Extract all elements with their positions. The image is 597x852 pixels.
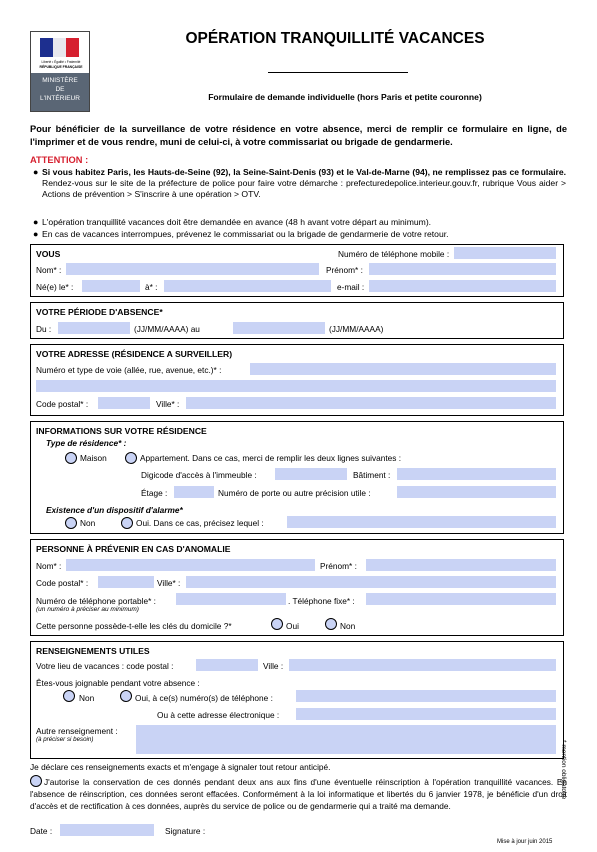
label-autre: Autre renseignement : [36,726,118,736]
marianne-logo-image [34,35,86,61]
attention-item-1-bold: Si vous habitez Paris, les Hauts-de-Seine (92), la Seine-Saint-Denis (93) et le Val-de-Marne (94), ne remplissez pas ce formulaire. [42,167,566,177]
logo-republique: RÉPUBLIQUE FRANÇAISE [39,65,83,69]
field-vacances-cp[interactable] [196,659,258,671]
radio-cles-oui[interactable] [271,618,283,630]
label-tel-note: (un numéro à préciser au minimum) [36,606,139,613]
field-date[interactable] [60,824,154,836]
radio-cles-non[interactable] [325,618,337,630]
label-joignable-mail: Ou à cette adresse électronique : [157,710,280,720]
field-lieu-naissance[interactable] [164,280,331,292]
label-joignable-non: Non [79,693,95,703]
label-personne-ville: Ville* : [157,578,181,588]
flag-red [66,38,79,57]
field-personne-cp[interactable] [98,576,154,588]
radio-alarme-non[interactable] [65,517,77,529]
label-joignable-oui: Oui, à ce(s) numéro(s) de téléphone : [135,693,273,703]
label-porte: Numéro de porte ou autre précision utile : [218,488,371,498]
field-ville[interactable] [186,397,556,409]
radio-joignable-oui[interactable] [120,690,132,702]
field-etage[interactable] [174,486,214,498]
field-date-naissance[interactable] [82,280,140,292]
intro-text: Pour bénéficier de la surveillance de votre résidence en votre absence, merci de remplir ce formulaire en ligne, de l'imprimer et de vous rendre, muni de celui-ci, à votre commissariat ou brigade de gendarmerie. [30,124,567,147]
page-title: OPÉRATION TRANQUILLITÉ VACANCES [185,30,485,47]
bullet-1: ● [33,167,39,177]
label-signature: Signature : [165,826,206,836]
section-adresse-title: VOTRE ADRESSE (RÉSIDENCE A SURVEILLER) [36,349,233,359]
radio-alarme-oui[interactable] [121,517,133,529]
label-ville: Ville* : [156,399,180,409]
field-nom[interactable] [66,263,319,275]
label-vacances-ville: Ville : [263,661,284,671]
ministry-line-3: L'INTÉRIEUR [40,95,80,102]
label-alarme: Existence d'un dispositif d'alarme* [46,505,183,515]
label-alarme-oui: Oui. Dans ce cas, précisez lequel : [136,518,264,528]
ministry-line-1: MINISTÈRE [42,77,78,84]
radio-appartement[interactable] [125,452,137,464]
field-autre-renseignement[interactable] [136,725,556,754]
label-email: e-mail : [337,282,365,292]
field-voie-1[interactable] [250,363,556,375]
bullet-3: ● [33,229,39,239]
field-digicode[interactable] [275,468,347,480]
label-alarme-non: Non [80,518,96,528]
flag-blue [40,38,53,57]
radio-maison[interactable] [65,452,77,464]
label-tel-fixe: . Téléphone fixe* : [288,596,355,606]
label-personne-prenom: Prénom* : [320,561,357,571]
label-cles-non: Non [340,621,356,631]
label-prenom: Prénom* : [326,265,363,275]
label-voie: Numéro et type de voie (allée, rue, avenue, etc.)* : [36,365,222,375]
label-personne-cp: Code postal* : [36,578,89,588]
label-tel-portable: Numéro de téléphone portable* : [36,596,156,606]
update-date: Mise à jour juin 2015 [497,839,553,845]
label-date: Date : [30,826,53,836]
field-cp[interactable] [98,397,150,409]
field-personne-ville[interactable] [186,576,556,588]
section-periode-title: VOTRE PÉRIODE D'ABSENCE* [36,307,163,317]
field-date-fin[interactable] [233,322,325,334]
field-voie-2[interactable] [36,380,556,392]
field-personne-nom[interactable] [66,559,315,571]
ministry-banner [31,73,89,111]
label-lieu-naissance: à* : [145,282,158,292]
section-personne-title: PERSONNE À PRÉVENIR EN CAS D'ANOMALIE [36,544,231,554]
label-personne-nom: Nom* : [36,561,62,571]
label-du: Du : [36,324,52,334]
page-subtitle: Formulaire de demande individuelle (hors Paris et petite couronne) [208,92,482,102]
attention-item-3: En cas de vacances interrompues, prévenez le commissariat ou la brigade de gendarmerie de votre retour. [42,229,449,239]
field-joignable-mail[interactable] [296,708,556,720]
label-appartement: Appartement. Dans ce cas, merci de remplir les deux lignes suivantes : [140,453,402,463]
section-infos-title: INFORMATIONS SUR VOTRE RÉSIDENCE [36,426,207,436]
label-cp: Code postal* : [36,399,89,409]
field-vacances-ville[interactable] [289,659,556,671]
autorisation-text-content: J'autorise la conservation de ces donnés pendant deux ans aux fins d'une éventuelle réinscription à l'opération tranquillité vacances. En l'absence de réinscription, ces données seront effacées. Conformément à la loi informatique et libertés du 6 janvier 1978, je bénéficie d'un droit d'accès et de rectification à ces données, auprès du service de police ou de gendarmerie qui a traité ma demande. [30,777,567,812]
field-date-debut[interactable] [58,322,130,334]
field-tel-mobile[interactable] [454,247,556,259]
label-autre-note: (à préciser si besoin) [36,736,94,743]
radio-joignable-non[interactable] [63,690,75,702]
attention-item-1 [42,167,566,200]
label-ne-le: Né(e) le* : [36,282,74,292]
attention-title: ATTENTION : [30,155,89,165]
label-etage: Étage : [141,488,168,498]
label-type-residence: Type de résidence* : [46,438,127,448]
label-batiment: Bâtiment : [353,470,391,480]
label-format: (JJ/MM/AAAA) [329,324,384,334]
mention-obligatoire: * mention obligatoire [560,740,567,800]
section-vous-title: VOUS [36,249,61,259]
field-prenom[interactable] [369,263,556,275]
field-personne-prenom[interactable] [366,559,556,571]
field-email[interactable] [369,280,556,292]
field-alarme-detail[interactable] [287,516,556,528]
bullet-2: ● [33,217,39,227]
field-personne-tel-portable[interactable] [176,593,286,605]
label-maison: Maison [80,453,107,463]
label-tel-mobile: Numéro de téléphone mobile : [338,249,450,259]
label-nom: Nom* : [36,265,62,275]
autorisation-text [30,776,567,813]
ministry-line-2: DE [55,86,65,93]
label-joignable: Êtes-vous joignable pendant votre absence : [36,678,200,688]
field-joignable-tel[interactable] [296,690,556,702]
label-cles-oui: Oui [286,621,299,631]
title-underline [268,72,408,73]
field-personne-tel-fixe[interactable] [366,593,556,605]
ministry-logo [30,31,90,112]
label-cles: Cette personne possède-t-elle les clés du domicile ?* [36,621,232,631]
logo-motto: Liberté • Égalité • Fraternité [41,60,81,64]
attention-item-1-rest: Rendez-vous sur le site de la préfecture de police pour faire votre démarche : prefecturedepolice.interieur.gouv.fr, rubrique Vous aider > Actions de prévention > S'inscrire à une opération > OTV. [42,178,566,199]
label-digicode: Digicode d'accès à l'immeuble : [141,470,257,480]
field-porte[interactable] [397,486,556,498]
flag-white-profile [53,38,66,57]
attention-item-2: L'opération tranquillité vacances doit être demandée en avance (48 h avant votre départ au minimum). [42,217,432,227]
section-renseignements-title: RENSEIGNEMENTS UTILES [36,646,150,656]
label-lieu-vacances: Votre lieu de vacances : code postal : [36,661,174,671]
declaration-text: Je déclare ces renseignements exacts et m'engage à signaler tout retour anticipé. [30,762,331,772]
field-batiment[interactable] [397,468,556,480]
label-format-au: (JJ/MM/AAAA) au [134,324,200,334]
